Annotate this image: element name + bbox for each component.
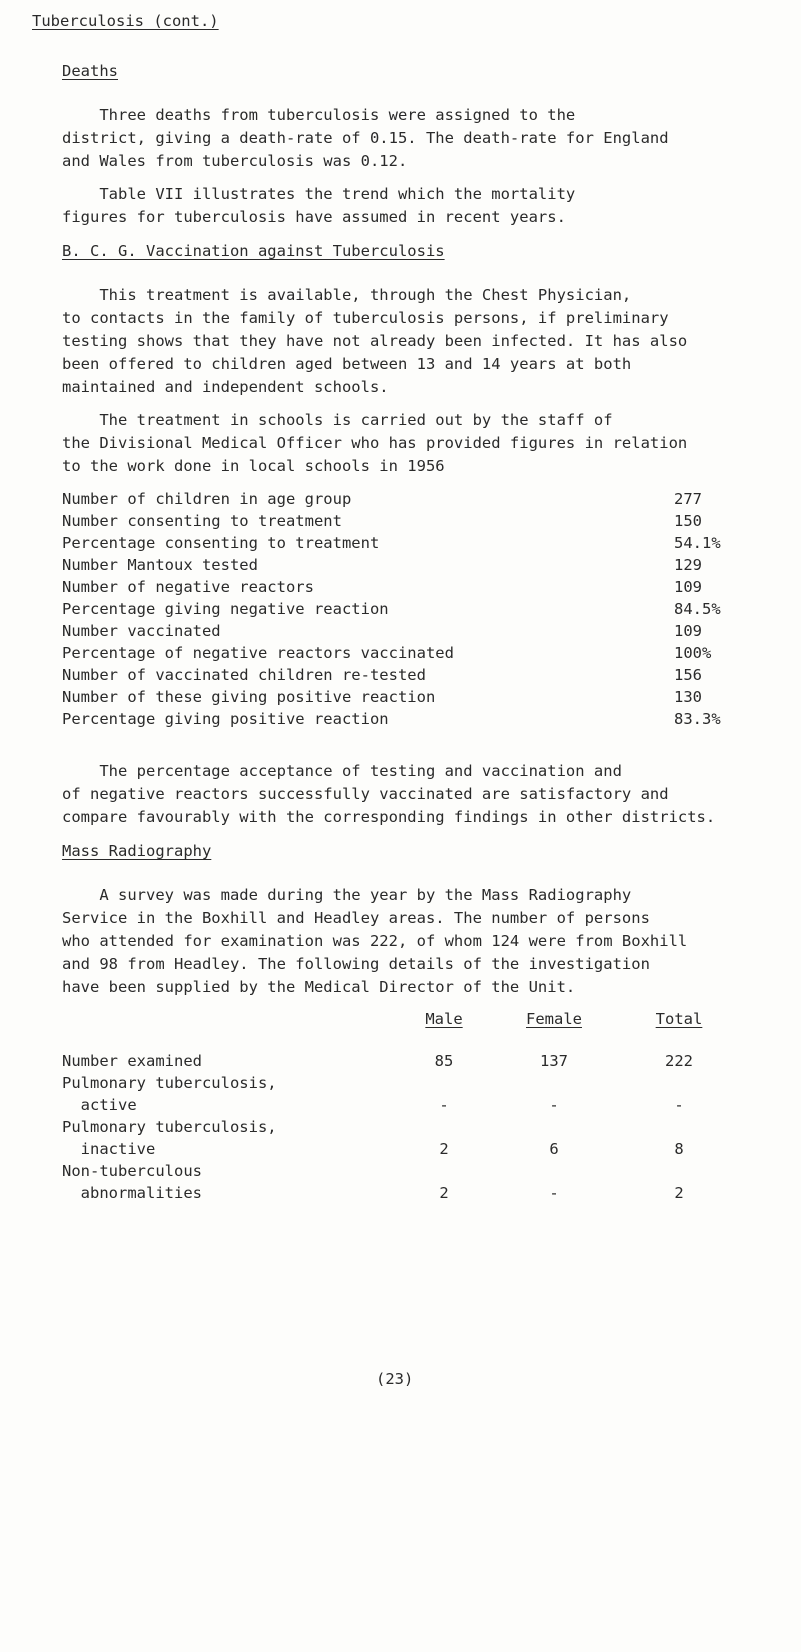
bcg-paragraph-3 (62, 760, 782, 829)
stat-label: Percentage consenting to treatment (62, 534, 380, 552)
cell-female: 137 (540, 1052, 568, 1070)
stat-label: Percentage of negative reactors vaccinated (62, 644, 454, 662)
stat-label: Percentage giving negative reaction (62, 600, 389, 618)
stat-label: Number of negative reactors (62, 578, 314, 596)
stat-value: 109 (674, 578, 702, 596)
stat-value: 84.5% (674, 600, 721, 618)
mass-paragraph-1 (62, 884, 782, 999)
bcg-statistics-table (62, 488, 782, 738)
text-line: figures for tuberculosis have assumed in recent years. (62, 208, 566, 226)
bcg-paragraph-1 (62, 284, 782, 399)
text-line: maintained and independent schools. (62, 378, 389, 396)
cell-total: 222 (665, 1052, 693, 1070)
deaths-paragraph-2 (62, 183, 782, 229)
cell-male: 2 (439, 1140, 449, 1158)
text-line: Service in the Boxhill and Headley areas. The number of persons (62, 909, 650, 927)
text-line: The percentage acceptance of testing and vaccination and (62, 762, 622, 780)
text-line: and Wales from tuberculosis was 0.12. (62, 152, 408, 170)
text-line: testing shows that they have not already been infected. It has also (62, 332, 688, 350)
cell-male: 85 (434, 1052, 454, 1070)
row-label: Non-tuberculous (62, 1162, 202, 1180)
cell-total: 8 (674, 1140, 684, 1158)
text-line: have been supplied by the Medical Director of the Unit. (62, 978, 576, 996)
text-line: to contacts in the family of tuberculosis persons, if preliminary (62, 309, 669, 327)
running-header: Tuberculosis (cont.) (32, 12, 219, 30)
bcg-paragraph-2 (62, 409, 782, 478)
stat-value: 130 (674, 688, 702, 706)
stat-value: 156 (674, 666, 702, 684)
cell-female: - (549, 1096, 559, 1114)
text-line: The treatment in schools is carried out by the staff of (62, 411, 613, 429)
bcg-heading: B. C. G. Vaccination against Tuberculosis (62, 242, 445, 260)
stat-label: Number Mantoux tested (62, 556, 258, 574)
stat-value: 100% (674, 644, 712, 662)
text-line: the Divisional Medical Officer who has provided figures in relation (62, 434, 688, 452)
stat-value: 54.1% (674, 534, 721, 552)
stat-value: 129 (674, 556, 702, 574)
stat-value: 277 (674, 490, 702, 508)
stat-label: Number of these giving positive reaction (62, 688, 436, 706)
stat-label: Number consenting to treatment (62, 512, 342, 530)
radiography-table (62, 1008, 782, 1248)
text-line: to the work done in local schools in 1956 (62, 457, 445, 475)
stat-value: 150 (674, 512, 702, 530)
column-header-total: Total (655, 1010, 703, 1028)
cell-female: 6 (549, 1140, 559, 1158)
stat-value: 109 (674, 622, 702, 640)
cell-total: 2 (674, 1184, 684, 1202)
stat-label: Number of children in age group (62, 490, 352, 508)
text-line: Three deaths from tuberculosis were assigned to the (62, 106, 576, 124)
cell-male: 2 (439, 1184, 449, 1202)
text-line: of negative reactors successfully vaccinated are satisfactory and (62, 785, 669, 803)
stat-value: 83.3% (674, 710, 721, 728)
column-header-female: Female (526, 1010, 582, 1028)
cell-total: - (674, 1096, 684, 1114)
row-label: Pulmonary tuberculosis, (62, 1074, 277, 1092)
text-line: This treatment is available, through the Chest Physician, (62, 286, 632, 304)
stat-label: Number vaccinated (62, 622, 221, 640)
text-line: been offered to children aged between 13 and 14 years at both (62, 355, 632, 373)
row-label: Number examined (62, 1052, 202, 1070)
text-line: Table VII illustrates the trend which the mortality (62, 185, 576, 203)
row-label-continued: active (62, 1096, 137, 1114)
row-label-continued: inactive (62, 1140, 156, 1158)
text-line: who attended for examination was 222, of whom 124 were from Boxhill (62, 932, 688, 950)
text-line: district, giving a death-rate of 0.15. The death-rate for England (62, 129, 669, 147)
cell-female: - (549, 1184, 559, 1202)
column-header-male: Male (425, 1010, 463, 1028)
text-line: compare favourably with the corresponding findings in other districts. (62, 808, 716, 826)
row-label-continued: abnormalities (62, 1184, 202, 1202)
cell-male: - (439, 1096, 449, 1114)
text-line: and 98 from Headley. The following details of the investigation (62, 955, 650, 973)
row-label: Pulmonary tuberculosis, (62, 1118, 277, 1136)
mass-radiography-heading: Mass Radiography (62, 842, 212, 860)
stat-label: Number of vaccinated children re-tested (62, 666, 426, 684)
deaths-paragraph-1 (62, 104, 782, 173)
deaths-heading: Deaths (62, 62, 118, 80)
page-number: (23) (376, 1370, 414, 1388)
stat-label: Percentage giving positive reaction (62, 710, 389, 728)
text-line: A survey was made during the year by the Mass Radiography (62, 886, 632, 904)
